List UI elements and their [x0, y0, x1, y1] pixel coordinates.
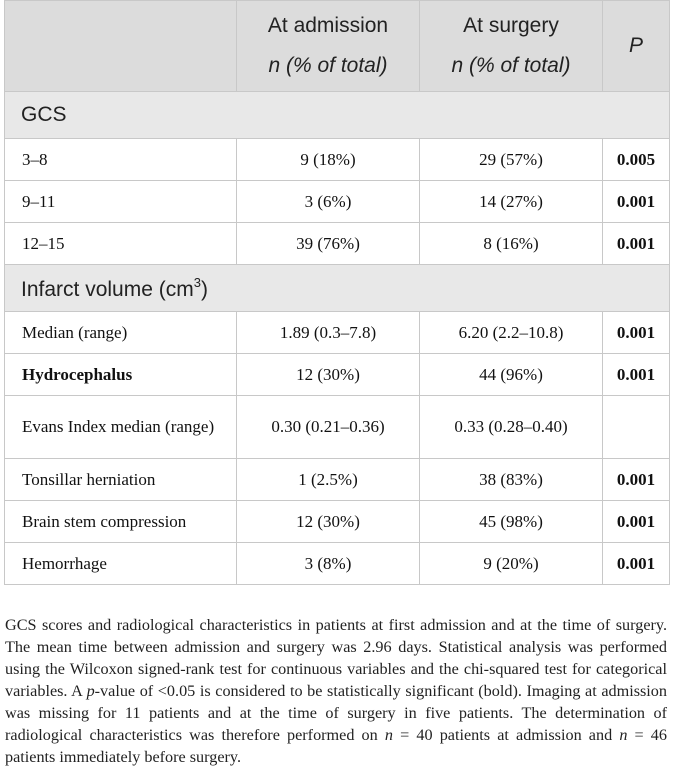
row-p-value: 0.005 [603, 139, 670, 181]
row-surgery-value: 38 (83%) [420, 459, 603, 501]
row-admission-value: 9 (18%) [237, 139, 420, 181]
row-label: Hemorrhage [5, 543, 237, 585]
header-admission-subtitle: n (% of total) [268, 54, 388, 77]
infarct-title-superscript: 3 [193, 274, 201, 290]
caption-p-italic: p [86, 682, 95, 701]
row-admission-value: 3 (6%) [237, 181, 420, 223]
row-surgery-value: 14 (27%) [420, 181, 603, 223]
header-admission [237, 1, 420, 92]
table-row [5, 459, 670, 501]
row-surgery-value: 8 (16%) [420, 223, 603, 265]
row-admission-value: 12 (30%) [237, 501, 420, 543]
table-row [5, 543, 670, 585]
section-title-infarct-volume [5, 265, 670, 312]
header-admission-title: At admission [267, 14, 389, 37]
results-table [4, 0, 670, 585]
caption-text-4: = 46 patients immediately before surgery. [5, 726, 667, 767]
section-title-gcs: GCS [5, 92, 670, 139]
caption-text-3: = 40 patients at admission and [392, 726, 620, 745]
row-surgery-value: 44 (96%) [420, 354, 603, 396]
header-empty-cell [5, 1, 237, 92]
table-row [5, 139, 670, 181]
row-p-value [603, 396, 670, 459]
row-surgery-value: 0.33 (0.28–0.40) [420, 396, 603, 459]
header-surgery-title: At surgery [463, 14, 559, 37]
table-row [5, 354, 670, 396]
row-admission-value: 0.30 (0.21–0.36) [237, 396, 420, 459]
table-row [5, 501, 670, 543]
row-p-value: 0.001 [603, 312, 670, 354]
table-header-row [5, 1, 670, 92]
results-table-container [4, 0, 669, 585]
row-surgery-value: 6.20 (2.2–10.8) [420, 312, 603, 354]
row-label: Hydrocephalus [5, 354, 237, 396]
table-row [5, 181, 670, 223]
row-admission-value: 12 (30%) [237, 354, 420, 396]
row-admission-value: 3 (8%) [237, 543, 420, 585]
row-surgery-value: 45 (98%) [420, 501, 603, 543]
row-admission-value: 1 (2.5%) [237, 459, 420, 501]
infarct-title-suffix: ) [200, 277, 208, 301]
header-surgery-subtitle: n (% of total) [451, 54, 571, 77]
caption-n2-italic: n [619, 726, 628, 745]
row-label: 12–15 [5, 223, 237, 265]
row-admission-value: 1.89 (0.3–7.8) [237, 312, 420, 354]
row-p-value: 0.001 [603, 501, 670, 543]
infarct-title-text: Infarct volume (cm [21, 277, 194, 301]
row-label: Tonsillar herniation [5, 459, 237, 501]
table-row [5, 223, 670, 265]
header-surgery [420, 1, 603, 92]
row-p-value: 0.001 [603, 223, 670, 265]
row-label: 3–8 [5, 139, 237, 181]
row-p-value: 0.001 [603, 181, 670, 223]
caption-text-1: GCS scores and radiological characteristics in patients at first admission and at the time of surgery. The mean time between admission and surgery was 2.96 days. Statistical analysis was performed using the Wilcoxon signed-rank test for continuous variables and the chi-squared test for categorical variables. A [5, 616, 667, 701]
table-row [5, 312, 670, 354]
caption-n1-italic: n [384, 726, 393, 745]
row-label: Evans Index median (range) [5, 396, 237, 459]
row-p-value: 0.001 [603, 459, 670, 501]
row-p-value: 0.001 [603, 543, 670, 585]
row-label: 9–11 [5, 181, 237, 223]
row-surgery-value: 9 (20%) [420, 543, 603, 585]
table-caption [5, 614, 667, 768]
row-p-value: 0.001 [603, 354, 670, 396]
header-p-value: P [603, 1, 670, 92]
row-admission-value: 39 (76%) [237, 223, 420, 265]
section-row-gcs [5, 92, 670, 139]
table-row [5, 396, 670, 459]
row-surgery-value: 29 (57%) [420, 139, 603, 181]
caption-text-2: -value of <0.05 is considered to be statistically significant (bold). Imaging at admission was missing for 11 patients and at the time of surgery in five patients. The determination of radiological characteristics was therefore performed on [5, 682, 667, 745]
row-label: Brain stem compression [5, 501, 237, 543]
row-label: Median (range) [5, 312, 237, 354]
section-row-infarct-volume [5, 265, 670, 312]
